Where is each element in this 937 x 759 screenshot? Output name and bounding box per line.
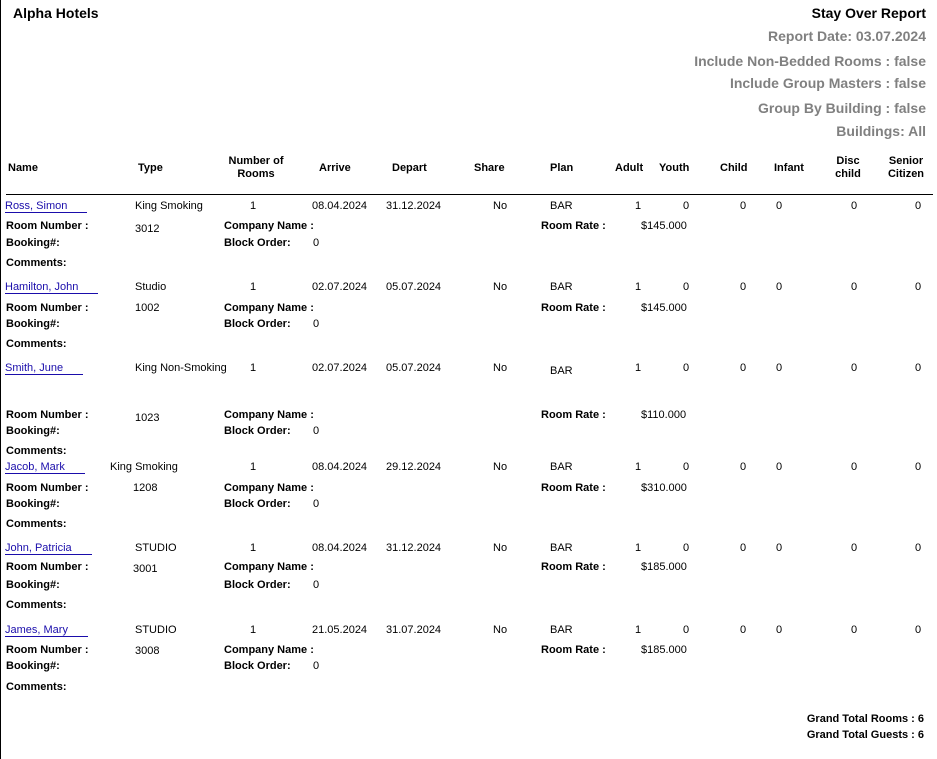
col-adult: Adult (615, 162, 644, 174)
room-number-value: 3012 (135, 223, 160, 235)
room-rate-label: Room Rate : (541, 220, 606, 232)
cell-adult: 1 (635, 542, 642, 554)
room-number-label: Room Number : (6, 644, 89, 656)
cell-senior: 0 (915, 200, 922, 212)
room-rate-value: $310.000 (641, 482, 687, 494)
block-order-value: 0 (313, 425, 320, 437)
cell-arrive: 21.05.2024 (312, 624, 368, 636)
block-order-label: Block Order: (224, 660, 291, 672)
col-arrive: Arrive (319, 162, 351, 174)
cell-adult: 1 (635, 362, 642, 374)
cell-infant: 0 (776, 542, 783, 554)
room-number-value: 1023 (135, 412, 160, 424)
cell-infant: 0 (776, 200, 783, 212)
cell-rooms: 1 (250, 542, 257, 554)
cell-adult: 1 (635, 281, 642, 293)
col-disc-child: Disc child (835, 155, 861, 180)
cell-child: 0 (740, 461, 747, 473)
cell-infant: 0 (776, 281, 783, 293)
company-name-label: Company Name : (224, 409, 314, 421)
comments-label: Comments: (6, 518, 67, 530)
cell-share: No (493, 542, 508, 554)
cell-disc-child: 0 (851, 200, 858, 212)
cell-arrive: 08.04.2024 (312, 200, 368, 212)
cell-rooms: 1 (250, 362, 257, 374)
cell-depart: 31.12.2024 (386, 200, 442, 212)
buildings-filter: Buildings: All (836, 123, 926, 139)
comments-label: Comments: (6, 445, 67, 457)
cell-depart: 31.07.2024 (386, 624, 442, 636)
block-order-value: 0 (313, 318, 320, 330)
booking-label: Booking#: (6, 660, 60, 672)
cell-share: No (493, 362, 508, 374)
cell-senior: 0 (915, 362, 922, 374)
guest-name-link[interactable] (5, 542, 92, 554)
cell-disc-child: 0 (851, 624, 858, 636)
cell-arrive: 02.07.2024 (312, 281, 368, 293)
cell-depart: 05.07.2024 (386, 362, 442, 374)
block-order-label: Block Order: (224, 425, 291, 437)
cell-disc-child: 0 (851, 362, 858, 374)
cell-share: No (493, 461, 508, 473)
booking-label: Booking#: (6, 579, 60, 591)
cell-youth: 0 (683, 281, 690, 293)
block-order-value: 0 (313, 498, 320, 510)
cell-infant: 0 (776, 362, 783, 374)
cell-rooms: 1 (250, 281, 257, 293)
room-rate-value: $145.000 (641, 302, 687, 314)
booking-label: Booking#: (6, 498, 60, 510)
cell-child: 0 (740, 542, 747, 554)
cell-senior: 0 (915, 281, 922, 293)
block-order-label: Block Order: (224, 237, 291, 249)
room-number-value: 3008 (135, 645, 160, 657)
room-type: Studio (135, 281, 167, 293)
cell-depart: 31.12.2024 (386, 542, 442, 554)
col-share: Share (474, 162, 505, 174)
room-rate-value: $110.000 (641, 409, 687, 421)
cell-share: No (493, 624, 508, 636)
cell-arrive: 02.07.2024 (312, 362, 368, 374)
room-rate-label: Room Rate : (541, 409, 606, 421)
room-rate-value: $145.000 (641, 220, 687, 232)
guest-name-link[interactable] (5, 362, 83, 374)
col-number-of-rooms: Number of Rooms (228, 155, 284, 180)
cell-senior: 0 (915, 624, 922, 636)
company-name-label: Company Name : (224, 561, 314, 573)
cell-plan: BAR (550, 200, 573, 212)
cell-disc-child: 0 (851, 542, 858, 554)
cell-rooms: 1 (250, 624, 257, 636)
cell-rooms: 1 (250, 200, 257, 212)
room-rate-value: $185.000 (641, 644, 687, 656)
booking-label: Booking#: (6, 318, 60, 330)
guest-name[interactable]: James, Mary (5, 624, 88, 637)
cell-child: 0 (740, 200, 747, 212)
comments-label: Comments: (6, 338, 67, 350)
cell-plan: BAR (550, 461, 573, 473)
room-rate-label: Room Rate : (541, 482, 606, 494)
cell-child: 0 (740, 362, 747, 374)
cell-infant: 0 (776, 624, 783, 636)
col-type: Type (138, 162, 163, 174)
room-number-label: Room Number : (6, 561, 89, 573)
cell-share: No (493, 200, 508, 212)
block-order-value: 0 (313, 579, 320, 591)
cell-plan: BAR (550, 624, 573, 636)
cell-rooms: 1 (250, 461, 257, 473)
cell-plan: BAR (550, 542, 573, 554)
company-name-label: Company Name : (224, 220, 314, 232)
cell-youth: 0 (683, 542, 690, 554)
block-order-label: Block Order: (224, 318, 291, 330)
cell-share: No (493, 281, 508, 293)
grand-total-rooms: Grand Total Rooms : 6 (806, 713, 924, 725)
group-masters-filter: Include Group Masters : false (729, 75, 926, 91)
report-title: Stay Over Report (811, 5, 926, 21)
cell-youth: 0 (683, 461, 690, 473)
cell-depart: 29.12.2024 (386, 461, 442, 473)
booking-label: Booking#: (6, 237, 60, 249)
grand-total-guests: Grand Total Guests : 6 (806, 729, 924, 741)
cell-disc-child: 0 (851, 461, 858, 473)
group-by-building-filter: Group By Building : false (757, 100, 926, 116)
cell-youth: 0 (683, 200, 690, 212)
cell-adult: 1 (635, 624, 642, 636)
company-name-label: Company Name : (224, 482, 314, 494)
company-name-label: Company Name : (224, 302, 314, 314)
company-name-label: Company Name : (224, 644, 314, 656)
room-type: King Smoking (135, 200, 203, 212)
cell-plan: BAR (550, 281, 573, 293)
block-order-label: Block Order: (224, 579, 291, 591)
cell-youth: 0 (683, 362, 690, 374)
col-child: Child (720, 162, 748, 174)
room-number-value: 1002 (135, 302, 160, 314)
room-rate-label: Room Rate : (541, 561, 606, 573)
hotel-name: Alpha Hotels (13, 5, 99, 21)
col-plan: Plan (550, 162, 574, 174)
cell-arrive: 08.04.2024 (312, 461, 368, 473)
comments-label: Comments: (6, 257, 67, 269)
room-number-label: Room Number : (6, 482, 89, 494)
room-number-value: 1208 (133, 482, 158, 494)
cell-child: 0 (740, 624, 747, 636)
block-order-value: 0 (313, 237, 320, 249)
non-bedded-filter: Include Non-Bedded Rooms : false (694, 53, 926, 69)
comments-label: Comments: (6, 599, 67, 611)
block-order-label: Block Order: (224, 498, 291, 510)
col-infant: Infant (774, 162, 804, 174)
col-name: Name (8, 162, 38, 174)
room-rate-label: Room Rate : (541, 302, 606, 314)
cell-child: 0 (740, 281, 747, 293)
col-senior-citizen: Senior Citizen (887, 155, 925, 180)
col-youth: Youth (659, 162, 690, 174)
guest-name[interactable]: Ross, Simon (5, 200, 87, 213)
header-divider (6, 194, 933, 195)
comments-label: Comments: (6, 681, 67, 693)
room-type: King Non-Smoking (135, 362, 227, 374)
cell-senior: 0 (915, 542, 922, 554)
guest-name[interactable]: Smith, June (5, 362, 83, 375)
room-number-label: Room Number : (6, 302, 89, 314)
guest-name-link[interactable] (5, 281, 98, 293)
report-date: Report Date: 03.07.2024 (768, 28, 926, 44)
guest-name[interactable]: Jacob, Mark (5, 461, 85, 474)
room-rate-label: Room Rate : (541, 644, 606, 656)
cell-depart: 05.07.2024 (386, 281, 442, 293)
booking-label: Booking#: (6, 425, 60, 437)
cell-senior: 0 (915, 461, 922, 473)
room-rate-value: $185.000 (641, 561, 687, 573)
guest-name-link[interactable] (5, 624, 88, 636)
room-type: STUDIO (135, 624, 177, 636)
guest-name-link[interactable] (5, 200, 87, 212)
cell-plan: BAR (550, 365, 573, 377)
room-type: STUDIO (135, 542, 177, 554)
cell-arrive: 08.04.2024 (312, 542, 368, 554)
guest-name[interactable]: John, Patricia (5, 542, 92, 555)
cell-disc-child: 0 (851, 281, 858, 293)
cell-infant: 0 (776, 461, 783, 473)
cell-youth: 0 (683, 624, 690, 636)
cell-adult: 1 (635, 461, 642, 473)
room-number-label: Room Number : (6, 409, 89, 421)
guest-name[interactable]: Hamilton, John (5, 281, 98, 294)
block-order-value: 0 (313, 660, 320, 672)
guest-name-link[interactable] (5, 461, 85, 473)
room-number-label: Room Number : (6, 220, 89, 232)
room-number-value: 3001 (133, 563, 158, 575)
cell-adult: 1 (635, 200, 642, 212)
col-depart: Depart (392, 162, 427, 174)
room-type: King Smoking (110, 461, 178, 473)
